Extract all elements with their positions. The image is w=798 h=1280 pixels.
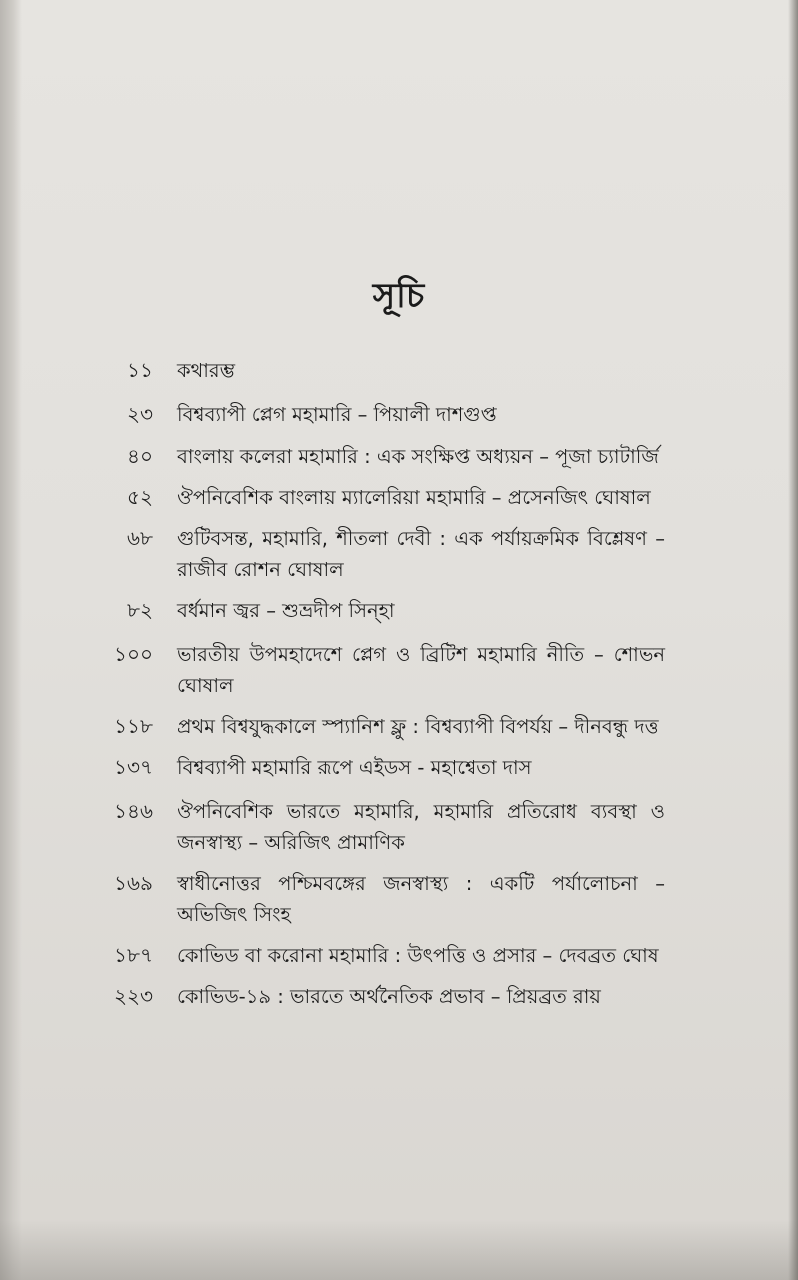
toc-page-number: ৫২ bbox=[127, 485, 153, 509]
toc-entry-title: কোভিড বা করোনা মহামারি : উৎপত্তি ও প্রসার – দেবব্রত ঘোষ bbox=[177, 944, 659, 967]
toc-page-number: ১৬৯ bbox=[114, 871, 153, 895]
toc-entry bbox=[105, 752, 665, 783]
toc-page-number: ১৮৭ bbox=[114, 943, 153, 967]
toc-entry bbox=[105, 482, 665, 513]
toc-entry bbox=[105, 355, 665, 386]
toc-page-number: ১১৮ bbox=[114, 714, 153, 738]
table-of-contents bbox=[105, 355, 665, 1012]
toc-page-number: ১১ bbox=[127, 358, 153, 382]
toc-entry-title: ঔপনিবেশিক বাংলায় ম্যালেরিয়া মহামারি – প্রসেনজিৎ ঘোষাল bbox=[177, 486, 651, 509]
toc-page-number: ১৩৭ bbox=[114, 755, 153, 779]
toc-entry bbox=[105, 711, 665, 742]
toc-page-number: ২৩ bbox=[126, 402, 153, 426]
toc-entry-title: গুটিবসন্ত, মহামারি, শীতলা দেবী : এক পর্যায়ক্রমিক বিশ্লেষণ – রাজীব রোশন ঘোষাল bbox=[177, 527, 665, 581]
toc-entry-title: বিশ্বব্যাপী প্লেগ মহামারি – পিয়ালী দাশগুপ্ত bbox=[177, 403, 497, 426]
page-title: সূচি bbox=[372, 276, 426, 316]
toc-page-number: ৪০ bbox=[127, 444, 153, 468]
toc-entry-title: ঔপনিবেশিক ভারতে মহামারি, মহামারি প্রতিরোধ ব্যবস্থা ও জনস্বাস্থ্য – অরিজিৎ প্রামাণিক bbox=[177, 800, 665, 854]
page-edge-shadow bbox=[788, 0, 798, 1280]
toc-entry-title: ভারতীয় উপমহাদেশে প্লেগ ও ব্রিটিশ মহামারি নীতি – শোভন ঘোষাল bbox=[177, 643, 665, 697]
toc-page-number: ৮২ bbox=[127, 598, 153, 622]
toc-entry-title: স্বাধীনোত্তর পশ্চিমবঙ্গের জনস্বাস্থ্য : একটি পর্যালোচনা – অভিজিৎ সিংহ bbox=[177, 872, 665, 926]
toc-entry bbox=[105, 639, 665, 701]
toc-entry-title: বর্ধমান জ্বর – শুভ্রদীপ সিন্‌হা bbox=[177, 599, 395, 622]
page-gutter-shadow bbox=[0, 0, 22, 1280]
toc-entry-title: কথারম্ভ bbox=[177, 359, 236, 382]
toc-entry bbox=[105, 441, 665, 472]
toc-page-number: ১০০ bbox=[114, 642, 153, 666]
toc-page-number: ২২৩ bbox=[113, 984, 153, 1008]
toc-entry-title: প্রথম বিশ্বযুদ্ধকালে স্প্যানিশ ফ্লু : বিশ্বব্যাপী বিপর্যয় – দীনবন্ধু দত্ত bbox=[177, 715, 659, 738]
toc-entry-title: বাংলায় কলেরা মহামারি : এক সংক্ষিপ্ত অধ্যয়ন – পূজা চ্যাটার্জি bbox=[177, 445, 659, 468]
toc-entry bbox=[105, 940, 665, 971]
toc-entry bbox=[105, 981, 665, 1012]
toc-entry bbox=[105, 399, 665, 430]
toc-entry-title: বিশ্বব্যাপী মহামারি রূপে এইডস - মহাশ্বেতা দাস bbox=[177, 756, 532, 779]
page-bottom-shadow bbox=[0, 1220, 798, 1280]
toc-entry bbox=[105, 868, 665, 930]
toc-page-number: ৬৮ bbox=[127, 526, 153, 550]
toc-entry bbox=[105, 523, 665, 585]
toc-entry-title: কোভিড-১৯ : ভারতে অর্থনৈতিক প্রভাব – প্রিয়ব্রত রায় bbox=[177, 985, 601, 1008]
toc-page-number: ১৪৬ bbox=[114, 799, 153, 823]
toc-entry bbox=[105, 595, 665, 626]
toc-entry bbox=[105, 796, 665, 858]
